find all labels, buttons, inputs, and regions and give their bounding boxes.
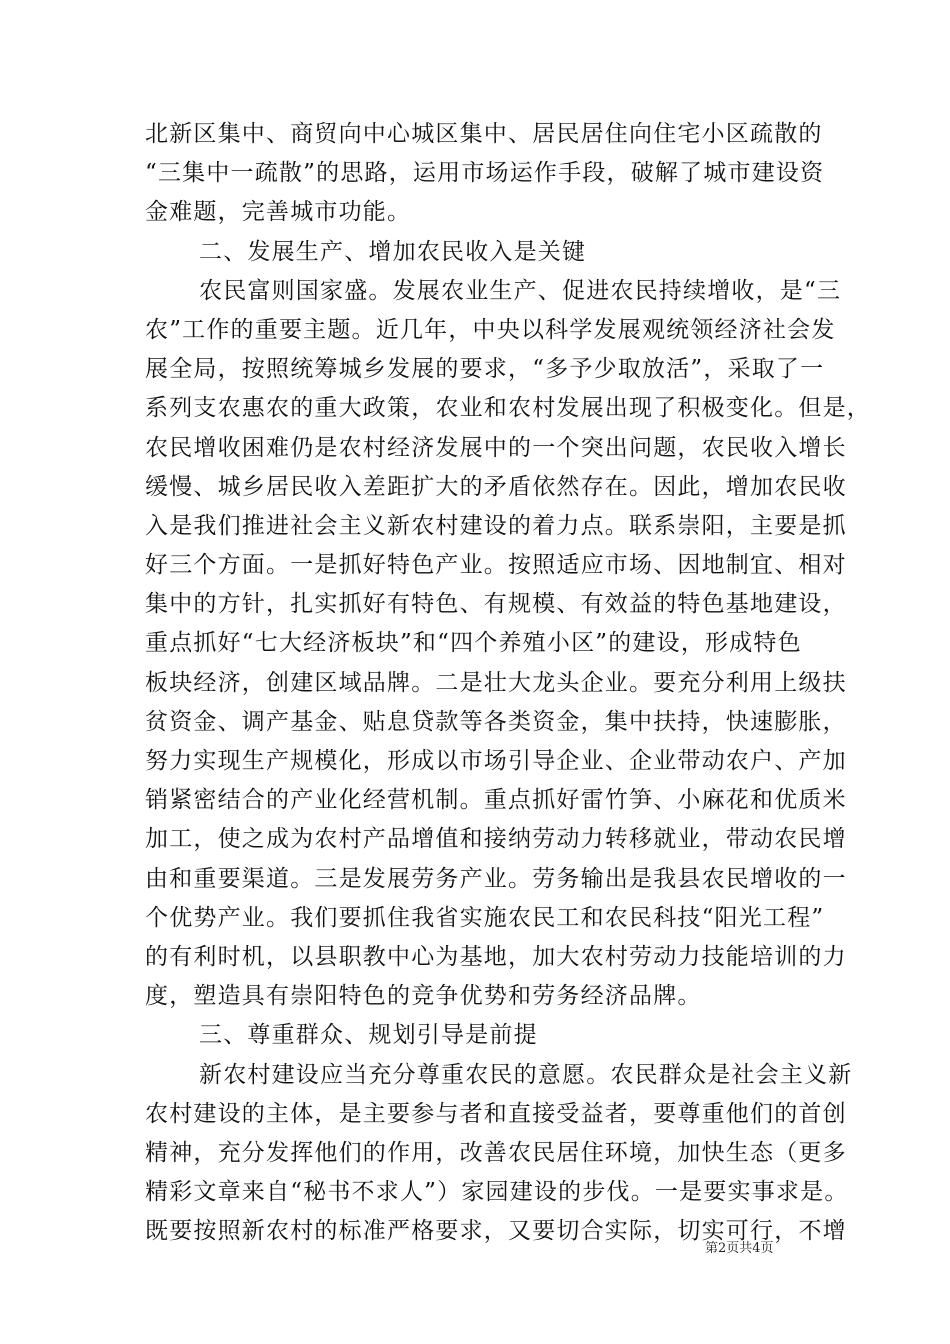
paragraph-line: 好三个方面。一是抓好特色产业。按照适应市场、因地制宜、相对	[145, 552, 847, 579]
paragraph-line: 系列支农惠农的重大政策，农业和农村发展出现了积极变化。但是，	[145, 395, 871, 422]
paragraph-line: 重点抓好“七大经济板块”和“四个养殖小区”的建设，形成特色	[145, 630, 802, 657]
paragraph-line: 入是我们推进社会主义新农村建设的着力点。联系崇阳，主要是抓	[145, 512, 847, 539]
paragraph-line-indented: 农民富则国家盛。发展农业生产、促进农民持续增收，是“三	[199, 277, 842, 304]
paragraph-line: 精彩文章来自“秘书不求人”）家园建设的步伐。一是要实事求是。	[145, 1179, 849, 1206]
paragraph-line: 既要按照新农村的标准严格要求，又要切合实际，切实可行，不增	[145, 1218, 847, 1245]
paragraph-line: 度，塑造具有崇阳特色的竞争优势和劳务经济品牌。	[145, 983, 702, 1010]
paragraph-line: 销紧密结合的产业化经营机制。重点抓好雷竹笋、小麻花和优质米	[145, 787, 847, 814]
paragraph-line: 缓慢、城乡居民收入差距扩大的矛盾依然存在。因此，增加农民收	[145, 473, 847, 500]
paragraph-line: 板块经济，创建区域品牌。二是壮大龙头企业。要充分利用上级扶	[145, 669, 847, 696]
paragraph-line: 努力实现生产规模化，形成以市场引导企业、企业带动农户、产加	[145, 748, 847, 774]
paragraph-line: 由和重要渠道。三是发展劳务产业。劳务输出是我县农民增收的一	[145, 865, 847, 892]
page-number: 第2页共4页	[705, 1241, 774, 1256]
paragraph-line-indented: 二、发展生产、增加农民收入是关键	[199, 238, 587, 265]
paragraph-line: 集中的方针，扎实抓好有特色、有规模、有效益的特色基地建设，	[145, 591, 847, 618]
paragraph-line-indented: 三、尊重群众、规划引导是前提	[199, 1022, 538, 1049]
paragraph-line: 精神，充分发挥他们的作用，改善农民居住环境，加快生态（更多	[145, 1139, 847, 1166]
paragraph-line: 加工，使之成为农村产品增值和接纳劳动力转移就业，带动农民增	[145, 826, 847, 853]
paragraph-line: 农民增收困难仍是农村经济发展中的一个突出问题，农民收入增长	[145, 434, 847, 461]
paragraph-line: 农”工作的重要主题。近几年，中央以科学发展观统领经济社会发	[145, 316, 836, 343]
paragraph-line: 的有利时机，以县职教中心为基地，加大农村劳动力技能培训的力	[145, 943, 847, 970]
paragraph-line: “三集中一疏散”的思路，运用市场运作手段，破解了城市建设资	[145, 160, 825, 187]
paragraph-line: 展全局，按照统筹城乡发展的要求，“多予少取放活”，采取了一	[145, 356, 825, 383]
paragraph-line: 北新区集中、商贸向中心城区集中、居民居住向住宅小区疏散的	[145, 121, 823, 147]
paragraph-line: 农村建设的主体，是主要参与者和直接受益者，要尊重他们的首创	[145, 1100, 847, 1127]
body-text	[145, 115, 871, 1251]
paragraph-line: 个优势产业。我们要抓住我省实施农民工和农民科技“阳光工程”	[145, 904, 825, 931]
paragraph-line: 贫资金、调产基金、贴息贷款等各类资金，集中扶持，快速膨胀，	[145, 708, 847, 735]
paragraph-line-indented: 新农村建设应当充分尊重农民的意愿。农民群众是社会主义新	[199, 1061, 853, 1088]
paragraph-line: 金难题，完善城市功能。	[145, 199, 412, 226]
